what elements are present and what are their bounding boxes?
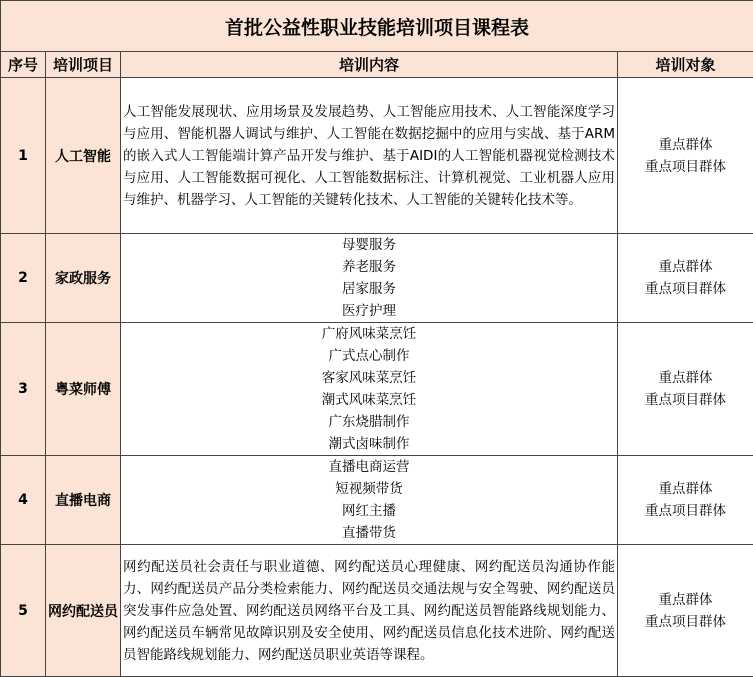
row-number: 3 (1, 323, 46, 456)
content-line: 网红主播 (123, 500, 615, 522)
training-item: 人工智能 (46, 78, 121, 234)
training-item: 直播电商 (46, 456, 121, 545)
target-line: 重点群体 (618, 367, 753, 389)
target-line: 重点群体 (618, 256, 753, 278)
training-item: 网约配送员 (46, 545, 121, 677)
target-line: 重点项目群体 (618, 500, 753, 522)
training-content: 人工智能发展现状、应用场景及发展趋势、人工智能应用技术、人工智能深度学习与应用、智能机器人调试与维护、人工智能在数据挖掘中的应用与实战、基于ARM的嵌入式人工智能端计算产品开发与维护、基于AIDI的人工智能机器视觉检测技术与应用、人工智能数据可视化、人工智能数据标注、计算机视觉、工业机器人应用与维护、机器学习、人工智能的关键转化技术、人工智能的关键转化技术等。 (121, 78, 618, 234)
training-target (618, 78, 753, 234)
table-row (1, 234, 753, 323)
training-item: 粤菜师傅 (46, 323, 121, 456)
target-line: 重点项目群体 (618, 278, 753, 300)
content-line: 直播电商运营 (123, 456, 615, 478)
content-line: 医疗护理 (123, 300, 615, 322)
row-number: 4 (1, 456, 46, 545)
header-no: 序号 (1, 52, 46, 78)
content-line: 客家风味菜烹饪 (123, 367, 615, 389)
title-row (1, 1, 753, 52)
content-line: 居家服务 (123, 278, 615, 300)
target-line: 重点项目群体 (618, 389, 753, 411)
content-line: 潮式卤味制作 (123, 433, 615, 455)
header-row (1, 52, 753, 78)
content-line: 短视频带货 (123, 478, 615, 500)
content-line: 广东烧腊制作 (123, 411, 615, 433)
content-line: 直播带货 (123, 522, 615, 544)
training-target (618, 545, 753, 677)
training-content (121, 234, 618, 323)
table-row (1, 78, 753, 234)
target-line: 重点项目群体 (618, 156, 753, 178)
row-number: 2 (1, 234, 46, 323)
training-target (618, 234, 753, 323)
table-row (1, 545, 753, 677)
training-content (121, 456, 618, 545)
training-content: 网约配送员社会责任与职业道德、网约配送员心理健康、网约配送员沟通协作能力、网约配送员产品分类检索能力、网约配送员交通法规与安全驾驶、网约配送员突发事件应急处置、网约配送员网络平台及工具、网约配送员智能路线规划能力、网约配送员车辆常见故障识别及安全使用、网约配送员信息化技术进阶、网约配送员智能路线规划能力、网约配送员职业英语等课程。 (121, 545, 618, 677)
target-line: 重点群体 (618, 478, 753, 500)
table-row (1, 323, 753, 456)
training-item: 家政服务 (46, 234, 121, 323)
table-title: 首批公益性职业技能培训项目课程表 (1, 1, 753, 52)
content-line: 潮式风味菜烹饪 (123, 389, 615, 411)
target-line: 重点群体 (618, 589, 753, 611)
target-line: 重点项目群体 (618, 611, 753, 633)
content-line: 养老服务 (123, 256, 615, 278)
row-number: 1 (1, 78, 46, 234)
header-content: 培训内容 (121, 52, 618, 78)
table-row (1, 456, 753, 545)
target-line: 重点群体 (618, 134, 753, 156)
training-target (618, 456, 753, 545)
content-line: 母婴服务 (123, 234, 615, 256)
row-number: 5 (1, 545, 46, 677)
header-target: 培训对象 (618, 52, 753, 78)
content-line: 广府风味菜烹饪 (123, 323, 615, 345)
training-content (121, 323, 618, 456)
training-target (618, 323, 753, 456)
content-line: 广式点心制作 (123, 345, 615, 367)
header-item: 培训项目 (46, 52, 121, 78)
